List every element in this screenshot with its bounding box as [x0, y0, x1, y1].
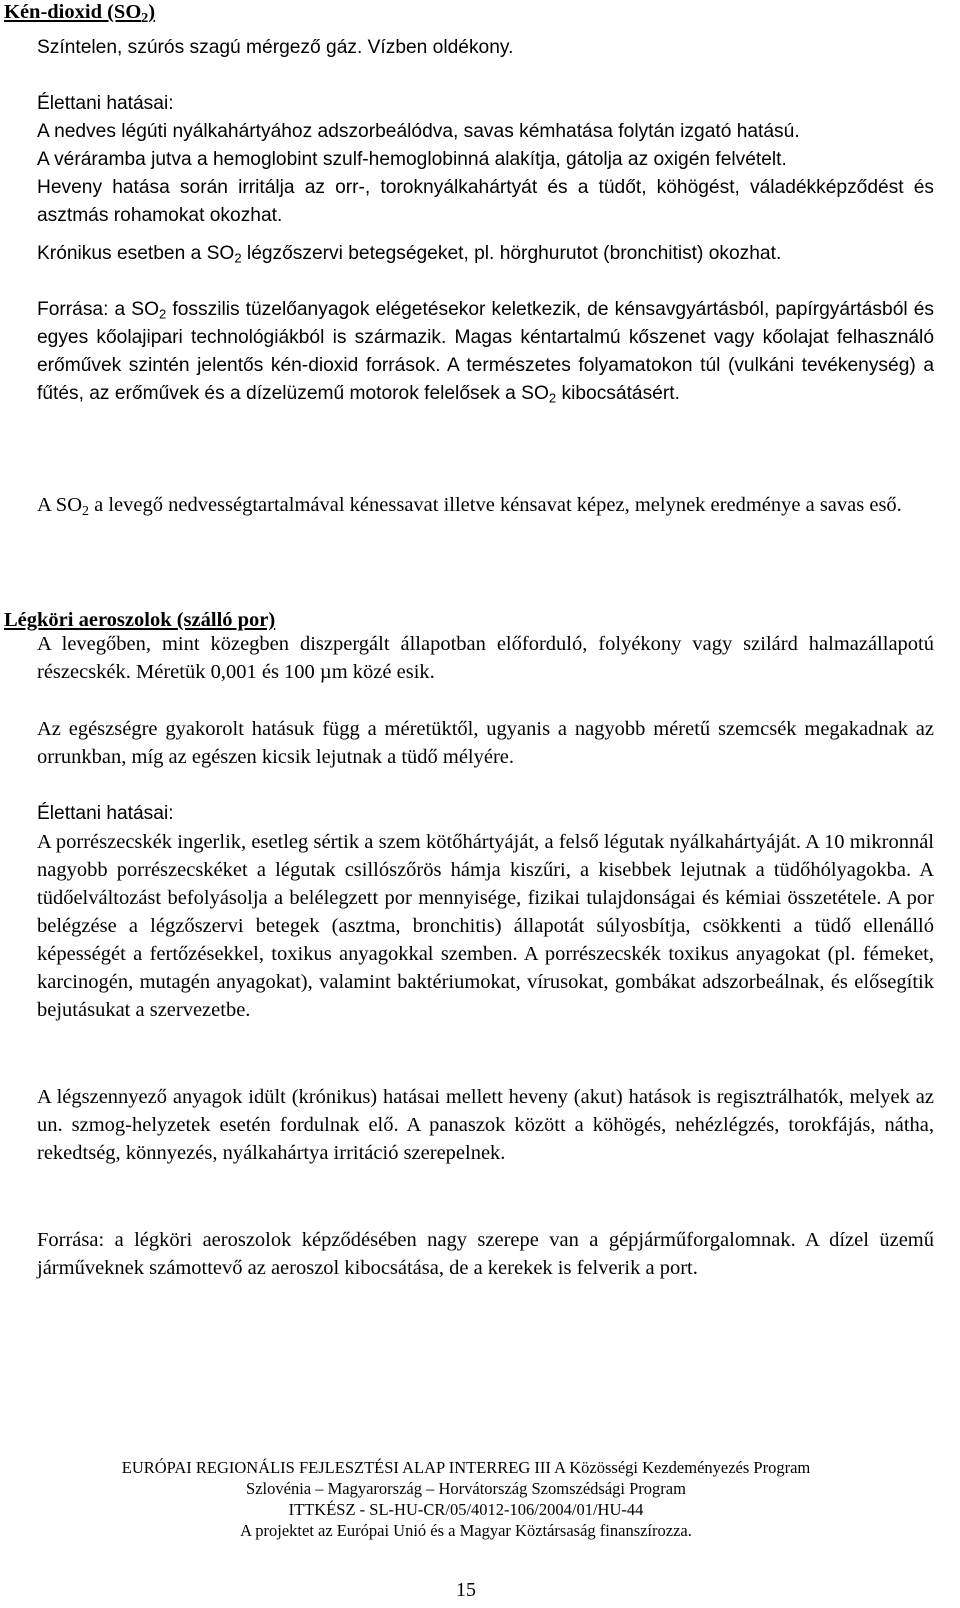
aerosol-health-impact: Az egészségre gyakorolt hatásuk függ a méretüktől, ugyanis a nagyobb méretű szemcsék megakadnak az orrunkban, míg az egészen kicsik lejutnak a tüdő mélyére. — [37, 718, 934, 768]
section-title-aerosols: Légköri aeroszolok (szálló por) — [4, 609, 276, 631]
so2-acid-rain: A $SO_2$ a levegő nedvességtartalmával kénessavat illetve kénsavat képez, melynek eredménye a savas eső. — [37, 494, 902, 519]
footer-line-4: A projektet az Európai Unió és a Magyar Köztársaság finanszírozza. — [240, 1521, 692, 1540]
footer-line-3: ITTKÉSZ - SL-HU-CR/05/4012-106/2004/01/HU-44 — [288, 1500, 644, 1519]
footer-line-2: Szlovénia – Magyarország – Horvátország Szomszédsági Program — [246, 1479, 686, 1498]
so2-physio-line1: A nedves légúti nyálkahártyához adszorbeálódva, savas kémhatása folytán izgató hatású. — [37, 121, 800, 142]
aerosol-physiological-effects — [37, 800, 934, 1024]
so2-physiological-effects — [37, 90, 934, 174]
aerosol-definition: A levegőben, mint közegben diszpergált állapotban előforduló, folyékony vagy szilárd halmazállapotú részecskék. Méretük 0,001 és 100 µm közé esik. — [37, 633, 934, 683]
so2-physio-line2: A véráramba jutva a hemoglobint szulf-hemoglobinná alakítja, gátolja az oxigén felvételt. — [37, 149, 787, 170]
so2-acute-effects: Heveny hatása során irritálja az orr-, toroknyálkahártyát és a tüdőt, köhögést, váladékképződést és asztmás rohamokat okozhat. — [37, 177, 934, 226]
aerosol-acute-chronic: A légszennyező anyagok idült (krónikus) hatásai mellett heveny (akut) hatások is regisztrálhatók, melyek az un. szmog-helyzetek esetén fordulnak elő. A panaszok között a köhögés, nehézlégzés, torokfájás, nátha, rekedtség, könnyezés, nyálkahártya irritáció szerepelnek. — [37, 1086, 934, 1164]
section-title-so2: Kén-dioxid $(SO_2)$ — [4, 1, 156, 26]
so2-chronic-effects: Krónikus esetben a $SO_2$ légzőszervi betegségeket, pl. hörghurutot (bronchitist) okozhat. — [37, 243, 782, 266]
aerosol-physio-text: A porrészecskék ingerlik, esetleg sértik a szem kötőhártyáját, a felső légutak nyálkahártyáját. A 10 mikronnál nagyobb porrészecskéket a légutak csillószőrös hámja kiszűri, a kisebbek lejutnak a tüdőhólyagokba. A tüdőelváltozást befolyásolja a belélegzett por mennyisége, fizikai tulajdonságai és kémiai összetétele. A por belégzése a légzőszervi betegek (asztma, bronchitis) állapotát súlyosbítja, csökkenti a tüdő ellenálló képességét a fertőzésekkel, toxikus anyagokkal szemben. A porrészecskék toxikus anyagokat (pl. fémeket, karcinogén, mutagén anyagokat), valamint baktériumokat, vírusokat, gombákat adszorbeálnak, és elősegítik bejutásukat a szervezetbe. — [37, 831, 934, 1021]
aerosol-physio-heading: Élettani hatásai: — [37, 803, 174, 824]
so2-intro: Színtelen, szúrós szagú mérgező gáz. Vízben oldékony. — [37, 37, 514, 58]
footer-line-1: EURÓPAI REGIONÁLIS FEJLESZTÉSI ALAP INTERREG III A Közösségi Kezdeményezés Program — [121, 1458, 811, 1477]
aerosol-sources: Forrása: a légköri aeroszolok képződésében nagy szerepe van a gépjárműforgalomnak. A dízel üzemű járműveknek számottevő az aeroszol kibocsátása, de a kerekek is felverik a port. — [37, 1229, 934, 1279]
so2-sources: Forrása: a $SO_2$ fosszilis tüzelőanyagok elégetésekor keletkezik, de kénsavgyártásból, papírgyártásból és egyes kőolajipari technológiákból is származik. Magas kéntartalmú kőszenet vagy kőolajat felhasználó erőművek szintén jelentős kén-dioxid források. A természetes folyamatokon túl (vulkáni tevékenység) a fűtés, az erőművek és a dízelüzemű motorok felelősek a $SO_2$ kibocsátásért. — [37, 299, 934, 406]
page-number: 15 — [456, 1579, 476, 1601]
so2-physio-heading: Élettani hatásai: — [37, 93, 174, 114]
